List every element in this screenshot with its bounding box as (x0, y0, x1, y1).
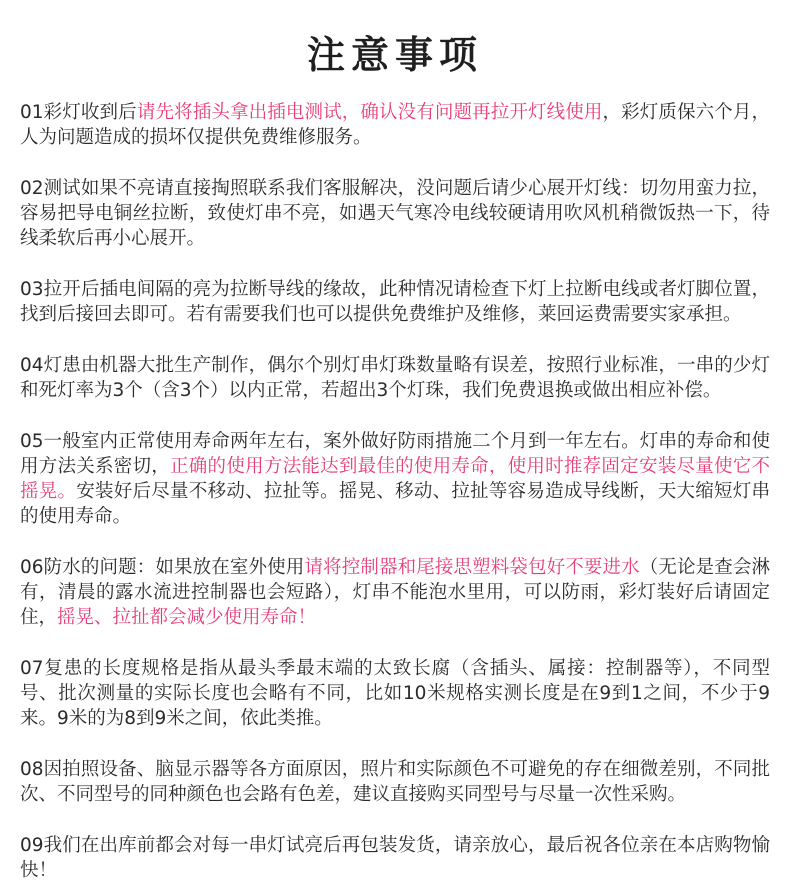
page-title: 注意事项 (306, 33, 483, 77)
note-highlight-text: 请将控制器和尾接思塑料袋包好不要进水 (304, 557, 640, 578)
note-item (20, 100, 770, 150)
note-text: ，彩灯质保六个月，人为问题造成的损坏仅提供免费维修服务。 (20, 102, 770, 148)
note-item (20, 353, 770, 403)
note-text: 03拉开后插电间隔的亮为拉断导线的缘故，此种情况请检查下灯上拉断电线或者灯脚位置，找到后接回去即可。若有需要我们也可以提供免费维护及维修，莱回运费需要实家承担。 (20, 279, 770, 325)
note-item (20, 277, 770, 327)
note-highlight-text: 正确的使用方法能达到最佳的使用寿命，使用时推荐固定安装尽量使它不摇晃。 (20, 456, 770, 502)
note-item (20, 555, 770, 630)
note-text: 09我们在出库前都会对每一串灯试亮后再包装发货，请亲放心，最后祝各位亲在本店购物愉快！ (20, 835, 770, 881)
note-text: （无论是查会淋有，清晨的露水流进控制器也会短路），灯串不能泡水里用，可以防雨，彩灯装好后请固定住， (20, 557, 770, 628)
note-text: 06防水的问题：如果放在室外使用 (20, 557, 305, 578)
note-item (20, 656, 770, 731)
note-item (20, 429, 770, 529)
note-text: 07复患的长度规格是指从最头季最末端的太致长腐（含插头、属接：控制器等），不同型号、批次测量的实际长度也会略有不同，比如10米规格实测长度是在9到1之间，不少于9来。9米的为8到9米之间，依此类推。 (20, 658, 770, 729)
note-text: 08因拍照设备、脑显示器等各方面原因，照片和实际颜色不可避免的存在细微差别，不同批次、不同型号的同种颜色也会路有色差，建议直接购买同型号与尽量一次性采购。 (20, 759, 770, 805)
note-text: 05一般室内正常使用寿命两年左右，案外做好防雨措施二个月到一年左右。灯串的寿命和使用方法关系密切， (20, 431, 770, 477)
note-text: 02测试如果不亮请直接掏照联系我们客服解决，没问题后请少心展开灯线：切勿用蛮力拉，容易把导电铜丝拉断，致使灯串不亮，如遇天气寒冷电线较硬请用吹风机稍微饭热一下，待线柔软后再小心展开。 (20, 178, 770, 249)
note-highlight-text: 摇晃、拉扯都会减少使用寿命！ (57, 607, 317, 628)
note-text: 04灯患由机器大批生产制作，偶尔个别灯串灯珠数量略有误差，按照行业标准，一串的少灯和死灯率为3个（含3个）以内正常，若超出3个灯珠，我们免费退换或做出相应补偿。 (20, 355, 770, 401)
notes-list (20, 100, 770, 883)
note-highlight-text: 请先将插头拿出插电测试，确认没有问题再拉开灯线使用 (136, 102, 603, 123)
note-text: 安装好后尽量不移动、拉扯等。摇晃、移动、拉扯等容易造成导线断，天大缩短灯串的使用寿命。 (20, 481, 770, 527)
note-item (20, 176, 770, 251)
note-item (20, 833, 770, 883)
note-item (20, 757, 770, 807)
note-text: 01彩灯收到后 (20, 102, 137, 123)
